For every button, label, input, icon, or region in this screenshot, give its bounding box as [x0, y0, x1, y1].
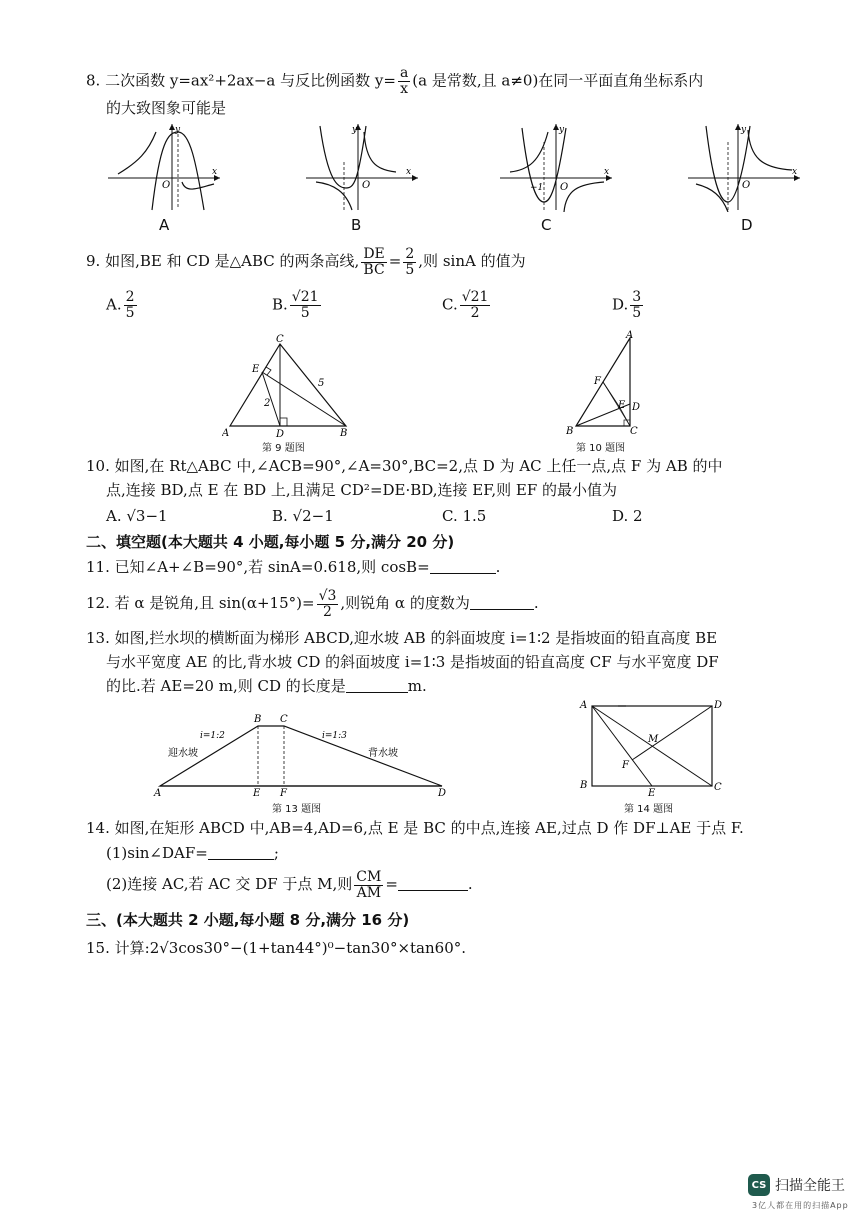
q9-option-c-den: 2: [470, 305, 480, 321]
fig14-label-a: A: [580, 700, 588, 711]
fig14-label-e: E: [648, 788, 656, 798]
q8-label-a: A: [159, 216, 170, 234]
q10-text-1: 如图,在 Rt△ABC 中,∠ACB=90°,∠A=30°,BC=2,点 D 为 AC 上任一点,点 F 为 AB 的中: [114, 457, 723, 475]
fig14-rectangle: [578, 698, 728, 798]
q9-text-b: ,则 sinA 的值为: [418, 252, 526, 270]
q8-label-d: D: [741, 216, 753, 234]
fig14-label-d: D: [714, 700, 723, 711]
q10-number: 10.: [86, 457, 110, 475]
fig13-caption: 第 13 题图: [272, 804, 322, 815]
q9-frac1-num: DE: [363, 245, 385, 262]
q9-option-b-den: 5: [300, 305, 310, 321]
q11-line: [86, 557, 500, 577]
q8-label-b: B: [351, 216, 362, 234]
q9-option-c-num: √21: [461, 289, 489, 305]
q12-text-a: 若 α 是锐角,且 sin(α+15°)=: [114, 594, 315, 612]
q14-sub1-blank: [208, 845, 274, 860]
fig10-label-f: F: [594, 376, 601, 387]
svg-text:x: x: [604, 167, 610, 177]
q14-sub2-blank: [398, 876, 468, 891]
section-2-heading: 二、填空题(本大题共 4 小题,每小题 5 分,满分 20 分): [86, 533, 455, 551]
q14-sub2-eq: =: [385, 875, 398, 893]
q9-option-b-letter: B.: [272, 295, 288, 314]
svg-text:O: O: [560, 182, 569, 193]
q15-text: 计算:2√3cos30°−(1+tan44°)⁰−tan30°×tan60°.: [114, 939, 467, 957]
fig9-label-b: B: [340, 428, 348, 438]
fig10-label-c: C: [630, 426, 638, 437]
q9-option-c: [442, 290, 492, 321]
q14-line1: [86, 818, 744, 838]
q9-stem: [86, 246, 526, 278]
q15-line: [86, 938, 466, 958]
scanner-watermark: [748, 1174, 845, 1196]
svg-text:y: y: [352, 125, 358, 135]
fig13-slope-right: i=1:3: [322, 731, 347, 741]
svg-text:y: y: [559, 125, 565, 135]
q10-option-b: B. √2−1: [272, 507, 334, 525]
q14-sub1-end: ;: [273, 844, 279, 862]
q11-number: 11.: [86, 558, 110, 576]
svg-text:O: O: [742, 180, 751, 191]
q13-text-1: 如图,拦水坝的横断面为梯形 ABCD,迎水坡 AB 的斜面坡度 i=1∶2 是指坡面的铅直高度 BE: [114, 629, 718, 647]
q12-end: .: [533, 594, 539, 612]
q11-text: 已知∠A+∠B=90°,若 sinA=0.618,则 cosB=: [114, 558, 430, 576]
q9-option-a-num: 2: [125, 289, 135, 305]
fig13-label-c: C: [280, 714, 288, 725]
q11-end: .: [495, 558, 501, 576]
q13-text-3a: 的比.若 AE=20 m,则 CD 的长度是: [106, 677, 346, 695]
q14-sub1: [106, 843, 279, 863]
q12-frac-den: 2: [323, 603, 332, 620]
fig13-label-a: A: [154, 788, 162, 798]
q9-option-d-den: 5: [632, 305, 642, 321]
fig9-triangle: [222, 334, 354, 438]
section-3-heading: 三、(本大题共 2 小题,每小题 8 分,满分 16 分): [86, 911, 410, 929]
q12-line: [86, 588, 539, 620]
q8-line1: [86, 66, 703, 97]
q8-number: 8.: [86, 71, 101, 90]
q8-graph-d: [688, 122, 808, 212]
q13-line2: 与水平宽度 AE 的比,背水坡 CD 的斜面坡度 i=1∶3 是指坡面的铅直高度 CF 与水平宽度 DF: [106, 653, 719, 671]
q9-option-a-den: 5: [125, 305, 135, 321]
q9-frac1: [361, 247, 386, 278]
q9-option-d-num: 3: [632, 289, 642, 305]
q9-text-a: 如图,BE 和 CD 是△ABC 的两条高线,: [105, 252, 360, 270]
fig10-label-b: B: [566, 426, 574, 437]
q9-option-c-letter: C.: [442, 295, 458, 314]
q14-sub2-fraction: [354, 870, 383, 901]
q13-text-3b: m.: [407, 677, 427, 695]
q9-frac2: [403, 247, 416, 278]
q14-sub2: [106, 868, 473, 901]
fig9-caption: 第 9 题图: [262, 443, 305, 454]
q8-graph-c: [500, 122, 620, 212]
q12-fraction: [317, 589, 339, 620]
fig10-label-a: A: [626, 330, 634, 341]
fig10-label-d: D: [632, 402, 641, 413]
fig14-label-c: C: [714, 782, 722, 793]
fig13-label-f: F: [280, 788, 287, 798]
svg-text:y: y: [741, 125, 747, 135]
svg-text:x: x: [406, 167, 412, 177]
q14-number: 14.: [86, 819, 110, 837]
q13-line1: [86, 628, 717, 648]
q8-graph-a: [108, 122, 228, 212]
svg-text:O: O: [362, 180, 371, 191]
fig9-label-d: D: [276, 429, 285, 438]
fig13-side-left: 迎水坡: [168, 748, 198, 759]
fig14-label-m: M: [648, 734, 659, 745]
q9-option-b-num: √21: [291, 289, 319, 305]
svg-text:x: x: [792, 167, 798, 177]
q10-option-a: A. √3−1: [106, 507, 168, 525]
fig10-triangle: [566, 330, 646, 438]
q9-frac2-num: 2: [405, 245, 415, 262]
q9-option-d: [612, 290, 645, 321]
fig10-label-e: E: [618, 400, 626, 411]
q11-answer-blank: [430, 559, 496, 574]
fig10-caption: 第 10 题图: [576, 443, 626, 454]
q8-frac-den: x: [400, 81, 409, 97]
watermark-name: 扫描全能王: [775, 1178, 845, 1194]
q10-line2: 点,连接 BD,点 E 在 BD 上,且满足 CD²=DE·BD,连接 EF,则 EF 的最小值为: [106, 481, 617, 499]
fig14-label-f: F: [622, 760, 629, 771]
fig9-label-c: C: [276, 334, 284, 345]
svg-text:x: x: [212, 167, 218, 177]
fig13-label-e: E: [253, 788, 261, 798]
fig13-label-d: D: [438, 788, 447, 798]
q13-line3: [106, 676, 427, 696]
svg-text:−1: −1: [530, 183, 544, 193]
q12-text-b: ,则锐角 α 的度数为: [340, 594, 470, 612]
svg-text:y: y: [175, 125, 181, 135]
q12-frac-num: √3: [318, 587, 337, 604]
q9-frac1-den: BC: [363, 261, 385, 278]
q12-answer-blank: [470, 595, 534, 610]
q9-option-a: [106, 290, 139, 321]
fig13-label-b: B: [254, 714, 262, 725]
q9-option-d-letter: D.: [612, 295, 629, 314]
q14-sub2-text: (2)连接 AC,若 AC 交 DF 于点 M,则: [106, 875, 353, 893]
fig13-side-right: 背水坡: [368, 748, 398, 759]
q14-sub1-text: (1)sin∠DAF=: [106, 844, 208, 862]
watermark-sub: 3亿人都在用的扫描App: [752, 1201, 849, 1210]
cs-logo-icon: CS: [748, 1174, 770, 1196]
q9-option-a-letter: A.: [106, 295, 122, 314]
q8-graph-b: [306, 122, 426, 212]
q9-number: 9.: [86, 252, 101, 270]
fig14-label-b: B: [580, 780, 588, 791]
q14-sub2-num: CM: [356, 868, 382, 885]
q14-sub2-end: .: [467, 875, 473, 893]
q8-label-c: C: [541, 216, 552, 234]
svg-text:O: O: [162, 180, 171, 191]
fig9-note-2: 2: [264, 398, 271, 409]
q8-text-a: 二次函数 y=ax²+2ax−a 与反比例函数 y=: [105, 71, 396, 90]
q14-sub2-den: AM: [356, 884, 382, 901]
q10-line1: [86, 456, 723, 476]
q9-eq: =: [388, 252, 402, 270]
q8-line2: 的大致图象可能是: [106, 99, 227, 117]
q9-option-b: [272, 290, 323, 321]
q8-fraction: [398, 66, 410, 97]
fig13-slope-left: i=1:2: [200, 731, 225, 741]
q8-frac-num: a: [399, 65, 409, 81]
q10-option-c: C. 1.5: [442, 507, 487, 525]
q15-number: 15.: [86, 939, 110, 957]
q9-frac2-den: 5: [405, 261, 415, 278]
fig13-dam: [150, 708, 450, 798]
q13-answer-blank: [346, 678, 408, 693]
q13-number: 13.: [86, 629, 110, 647]
fig9-label-e: E: [252, 364, 260, 375]
q12-number: 12.: [86, 594, 110, 612]
fig9-note-5: 5: [318, 378, 325, 389]
q14-text-1: 如图,在矩形 ABCD 中,AB=4,AD=6,点 E 是 BC 的中点,连接 AE,过点 D 作 DF⊥AE 于点 F.: [114, 819, 744, 837]
q8-text-b: (a 是常数,且 a≠0)在同一平面直角坐标系内: [412, 71, 704, 90]
fig9-label-a: A: [222, 428, 230, 438]
q10-option-d: D. 2: [612, 507, 643, 525]
fig14-caption: 第 14 题图: [624, 804, 674, 815]
